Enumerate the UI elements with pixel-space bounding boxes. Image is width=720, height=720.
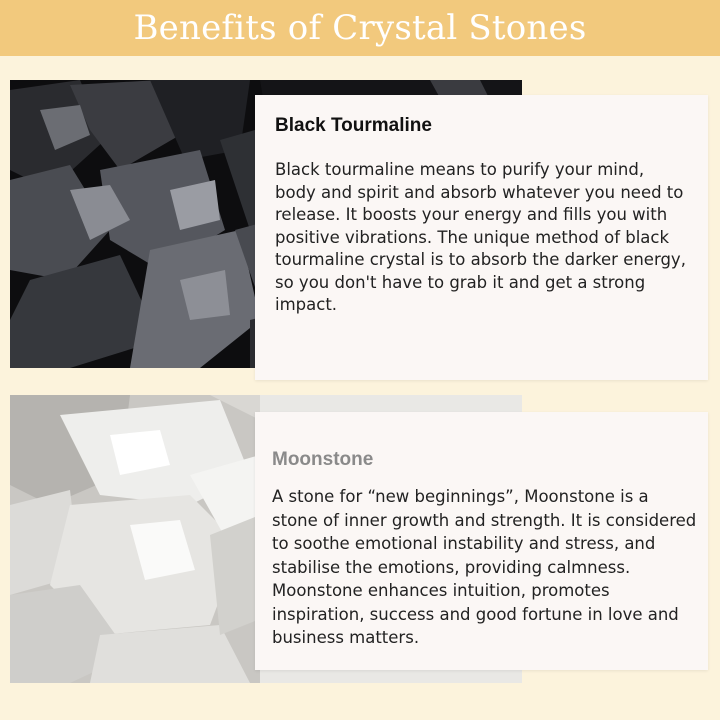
stone-description: A stone for “new beginnings”, Moonstone is a stone of inner growth and strength. It is considered to soothe emotional instability and stress, and stabilise the emotions, providing calmness. Moonstone enhances intuition, promotes inspiration, success and good fortune in love and business matters. (272, 487, 697, 647)
stone-description: Black tourmaline means to purify your mind, body and spirit and absorb whatever you need to release. It boosts your energy and fills you with positive vibrations. The unique method of black tourmaline crystal is to absorb the darker energy, so you don't have to grab it and get a strong impact. (275, 160, 686, 314)
page-title: Benefits of Crystal Stones (133, 8, 587, 48)
stone-title: Black Tourmaline (275, 115, 432, 136)
stone-card-moonstone (255, 412, 708, 670)
stone-title: Moonstone (272, 449, 374, 470)
stone-card-black-tourmaline (255, 95, 708, 380)
header-banner (0, 0, 720, 56)
